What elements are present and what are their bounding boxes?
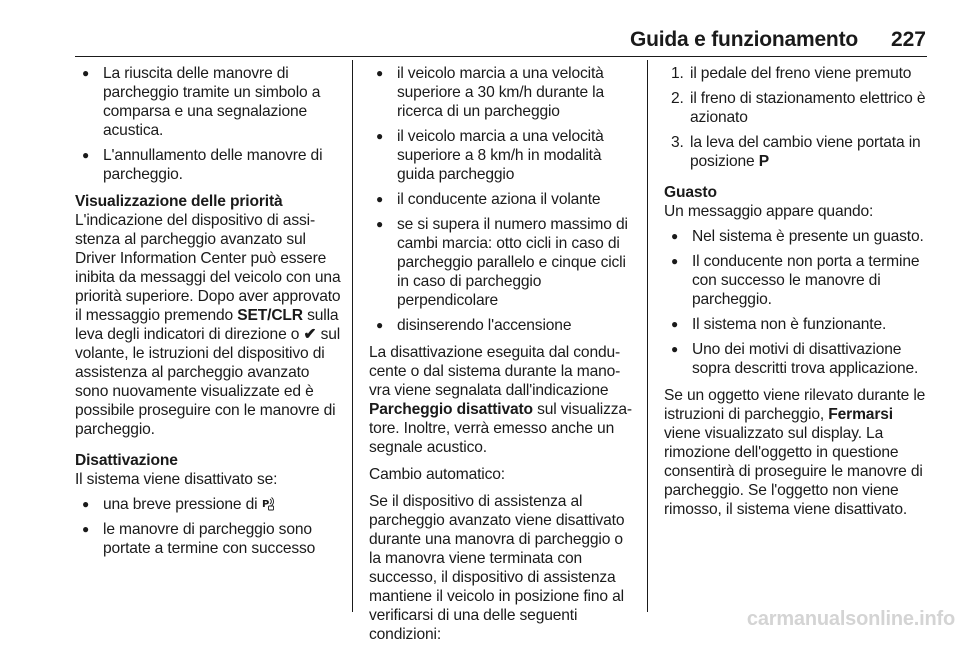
list-item: ● La riuscita delle manovre di parcheggio tramite un simbolo a comparsa e una segnalazione acustica. bbox=[75, 64, 341, 140]
check-icon: ✔ bbox=[303, 326, 317, 343]
page-number: 227 bbox=[890, 28, 926, 51]
list-item: ● le manovre di parcheggio sono portate a termine con successo bbox=[75, 520, 341, 558]
section-title: Guida e funzionamento bbox=[630, 28, 858, 51]
deactivation-conditions bbox=[369, 64, 635, 335]
parking-assist-icon bbox=[262, 497, 274, 511]
automatic-transmission-title: Cambio automatico: bbox=[369, 466, 505, 483]
list-item: ● L'annullamento delle manovre di parcheggio. bbox=[75, 146, 341, 184]
list-item: ● il veicolo marcia a una velocità superiore a 30 km/h durante la ricerca di un parcheggio bbox=[369, 64, 635, 121]
fault-heading: Guasto bbox=[664, 184, 717, 201]
list-item: ● una breve pressione di P bbox=[75, 495, 341, 514]
list-item: ● Uno dei motivi di disattivazione sopra descritti trova applicazione. bbox=[664, 340, 930, 378]
set-clr-label: SET/CLR bbox=[237, 307, 303, 324]
list-item: ● Il sistema non è funzionante. bbox=[664, 315, 930, 334]
deactivation-bullets bbox=[75, 495, 341, 558]
priority-heading: Visualizzazione delle priorità bbox=[75, 193, 283, 210]
list-item: ● disinserendo l'accensione bbox=[369, 316, 635, 335]
deactivation-paragraph: La disattivazione eseguita dal conducente o dal sistema durante la manovra viene segnalata dall'indicazione Parcheggio disattivato sul visualizzatore. Inoltre, verrà emesso anche un segnale acustico. bbox=[369, 344, 633, 456]
manoeuvre-bullets bbox=[75, 64, 341, 184]
list-item: ● Nel sistema è presente un guasto. bbox=[664, 227, 930, 246]
list-item: 2. il freno di stazionamento elettrico è azionato bbox=[671, 90, 926, 126]
column-2 bbox=[369, 64, 635, 652]
fault-bullets bbox=[664, 227, 930, 378]
column-divider-2 bbox=[647, 60, 648, 612]
watermark: carmanualsonline.info bbox=[746, 608, 955, 630]
gear-p-label: P bbox=[758, 153, 769, 170]
column-1 bbox=[75, 64, 341, 566]
column-3 bbox=[664, 64, 930, 527]
stop-label: Fermarsi bbox=[828, 406, 893, 423]
priority-paragraph: L'indicazione del dispositivo di assistenza al parcheggio avanzato sul Driver Information Center può essere inibita da messaggi del veicolo con una priorità superiore. Dopo aver approvato il messaggio premendo SET/CLR sulla leva degli indicatori di direzione o ✔ sul volante, le istruzioni del dispositivo di assistenza al parcheggio avanzato sono nuovamente visualizzate ed è possibile proseguire con le manovre di parcheggio. bbox=[75, 212, 341, 438]
list-item: ● il conducente aziona il volante bbox=[369, 190, 635, 209]
obstacle-paragraph: Se un oggetto viene rilevato durante le istruzioni di parcheggio, Fermarsi viene visualizzato sul display. La rimozione dell'oggetto in questione consentirà di proseguire le manovre di parcheggio. Se l'oggetto non viene rimosso, il sistema viene disattivato. bbox=[664, 387, 926, 518]
release-conditions bbox=[664, 64, 930, 171]
header-divider bbox=[75, 56, 927, 57]
list-item: ● se si supera il numero massimo di cambi marcia: otto cicli in caso di parcheggio parallelo e cinque cicli in caso di parcheggio perpendicolare bbox=[369, 215, 635, 310]
automatic-transmission-paragraph: Se il dispositivo di assistenza al parcheggio avanzato viene disattivato durante una manovra di parcheggio o la manovra viene terminata con successo, il dispositivo di assistenza mantiene il veicolo in posizione fino al verificarsi di una delle seguenti condizioni: bbox=[369, 493, 625, 643]
column-divider-1 bbox=[352, 60, 353, 612]
deactivation-heading: Disattivazione bbox=[75, 452, 178, 469]
fault-intro: Un messaggio appare quando: bbox=[664, 203, 874, 220]
parking-deactivated-label: Parcheggio disattivato bbox=[369, 401, 533, 418]
svg-text:P: P bbox=[261, 499, 269, 510]
deactivation-intro: Il sistema viene disattivato se: bbox=[75, 471, 278, 488]
list-item: 1. il pedale del freno viene premuto bbox=[671, 65, 912, 82]
list-item: ● Il conducente non porta a termine con successo le manovre di parcheggio. bbox=[664, 252, 930, 309]
list-item: 3. la leva del cambio viene portata in posizione P bbox=[671, 134, 921, 170]
list-item: ● il veicolo marcia a una velocità superiore a 8 km/h in modalità guida parcheggio bbox=[369, 127, 635, 184]
